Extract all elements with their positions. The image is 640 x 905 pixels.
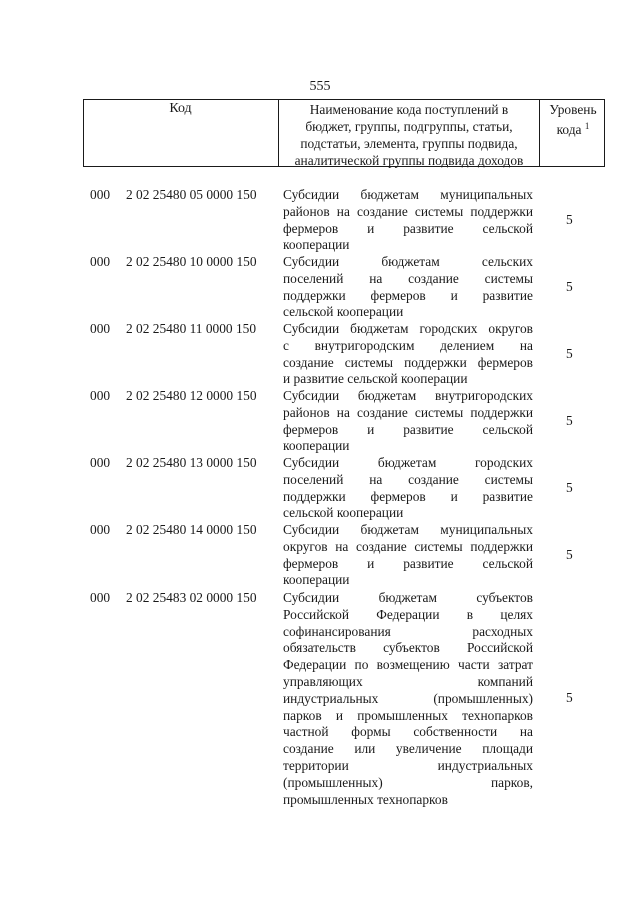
header-name-line: Наименование кода поступлений в (309, 102, 509, 117)
description-line: Субсидии бюджетам внутригородских (283, 388, 533, 403)
revenue-code: 2 02 25480 13 0000 150 (126, 455, 257, 470)
description-line: поселений на создание системы (283, 270, 533, 286)
code-level: 5 (566, 546, 573, 562)
description-line: фермеров и развитие сельской (283, 421, 533, 437)
description-line: софинансирования расходных (283, 623, 533, 639)
description-line: Федерации по возмещению части затрат (283, 657, 533, 673)
description-line: кооперации (283, 237, 350, 253)
description-line: частной формы собственности на (283, 724, 533, 740)
header-code: Код (169, 101, 192, 116)
description-line: Субсидии бюджетам муниципальных (283, 187, 533, 202)
description-line: сельской кооперации (283, 505, 404, 521)
footnote-marker: 1 (584, 121, 590, 131)
description-line: создание или увеличение площади (283, 741, 533, 757)
description-line: Субсидии бюджетам сельских (283, 254, 533, 269)
description-line: сельской кооперации (283, 304, 404, 320)
revenue-description (283, 455, 533, 522)
description-line: обязательств субъектов Российской (283, 640, 533, 656)
revenue-description (283, 321, 533, 388)
description-line: промышленных технопарков (283, 791, 448, 807)
revenue-description (283, 590, 533, 808)
description-line: Субсидии бюджетам субъектов (283, 590, 533, 605)
description-line: поддержки фермеров и развитие (283, 287, 533, 303)
admin-code: 000 (90, 187, 111, 202)
page-number: 555 (309, 79, 331, 94)
revenue-description (283, 388, 533, 455)
description-line: районов на создание системы поддержки (283, 203, 533, 219)
description-line: (промышленных) парков, (283, 774, 533, 790)
description-line: Российской Федерации в целях (283, 606, 533, 622)
header-level-line (540, 118, 606, 138)
description-line: Субсидии бюджетам городских (283, 455, 533, 470)
description-line: Субсидии бюджетам муниципальных (283, 522, 533, 537)
code-level: 5 (566, 345, 573, 361)
revenue-description (283, 254, 533, 321)
code-level: 5 (566, 211, 573, 227)
header-level (540, 101, 606, 138)
description-line: Субсидии бюджетам городских округов (283, 321, 533, 336)
description-line: управляющих компаний (283, 673, 533, 689)
admin-code: 000 (90, 321, 111, 336)
description-line: округов на создание системы поддержки (283, 538, 533, 554)
header-name-line: аналитической группы подвида доходов (294, 153, 524, 168)
revenue-description (283, 187, 533, 254)
admin-code: 000 (90, 522, 111, 537)
description-line: создание системы поддержки фермеров (283, 354, 533, 370)
table-header (83, 99, 605, 167)
description-line: индустриальных (промышленных) (283, 690, 533, 706)
revenue-code: 2 02 25480 10 0000 150 (126, 254, 257, 269)
revenue-description (283, 522, 533, 589)
description-line: поселений на создание системы (283, 471, 533, 487)
code-level: 5 (566, 479, 573, 495)
admin-code: 000 (90, 388, 111, 403)
description-line: фермеров и развитие сельской (283, 555, 533, 571)
code-level: 5 (566, 690, 573, 706)
header-name-line: бюджет, группы, подгруппы, статьи, (305, 119, 513, 134)
revenue-code: 2 02 25480 05 0000 150 (126, 187, 257, 202)
header-level-text: кода (556, 122, 582, 137)
revenue-code: 2 02 25480 14 0000 150 (126, 522, 257, 537)
description-line: и развитие сельской кооперации (283, 371, 468, 387)
description-line: парков и промышленных технопарков (283, 707, 533, 723)
revenue-code: 2 02 25483 02 0000 150 (126, 590, 257, 605)
description-line: фермеров и развитие сельской (283, 220, 533, 236)
description-line: территории индустриальных (283, 757, 533, 773)
code-level: 5 (566, 412, 573, 428)
revenue-code: 2 02 25480 11 0000 150 (126, 321, 257, 336)
description-line: кооперации (283, 572, 350, 588)
description-line: поддержки фермеров и развитие (283, 488, 533, 504)
header-name-line: подстатьи, элемента, группы подвида, (300, 136, 518, 151)
description-line: с внутригородским делением на (283, 337, 533, 353)
description-line: районов на создание системы поддержки (283, 404, 533, 420)
admin-code: 000 (90, 254, 111, 269)
admin-code: 000 (90, 590, 111, 605)
admin-code: 000 (90, 455, 111, 470)
code-level: 5 (566, 278, 573, 294)
header-level-line: Уровень (549, 102, 597, 117)
header-name (279, 101, 539, 169)
description-line: кооперации (283, 438, 350, 454)
revenue-code: 2 02 25480 12 0000 150 (126, 388, 257, 403)
